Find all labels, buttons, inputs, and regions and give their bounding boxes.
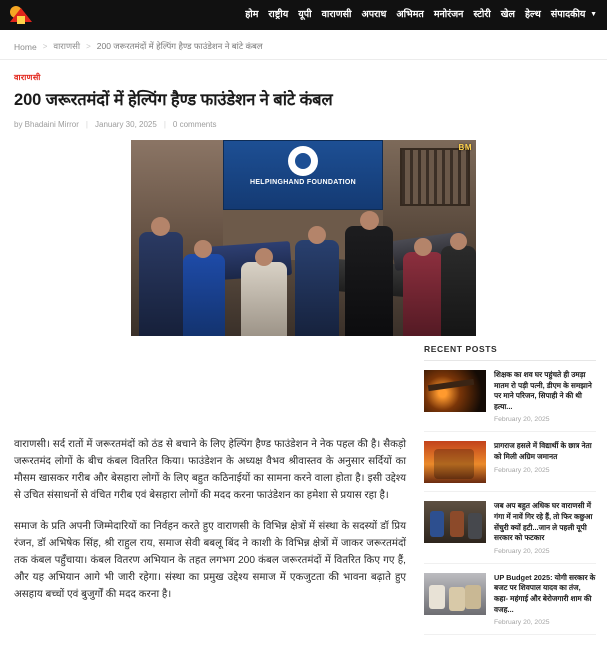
site-logo[interactable] xyxy=(6,3,36,27)
article-date: January 30, 2025 xyxy=(95,120,157,129)
hero-window-grill xyxy=(400,148,470,206)
nav-label-5: अभिमत xyxy=(396,9,424,20)
nav-label-10: संपादकीय xyxy=(550,8,586,20)
nav-label-7: स्टोरी xyxy=(473,9,491,20)
recent-post-thumbnail-1 xyxy=(424,441,486,483)
recent-post-headline-2[interactable]: जब अप बहुत अधिक घर वाराणसी में गंगा में नावें गिर रहे हैं, तो फिर कछुआ सेंचुरी क्यों हटी...जान ले पहली यूपी सरकार को फटकार xyxy=(494,501,593,543)
hero-person-7 xyxy=(441,246,476,336)
meta-divider-1: | xyxy=(163,120,166,129)
hero-person-6 xyxy=(403,252,443,336)
hero-person-2-head xyxy=(194,240,212,258)
nav-item-1[interactable] xyxy=(268,0,288,30)
article-meta xyxy=(14,120,593,129)
nav-item-2[interactable] xyxy=(298,0,311,30)
breadcrumb-separator-0: > xyxy=(42,42,48,51)
nav-label-6: मनोरंजन xyxy=(433,9,464,20)
hero-person-6-head xyxy=(414,238,432,256)
hero-person-3 xyxy=(241,262,287,336)
page-title: 200 जरूरतमंदों में हेल्पिंग हैण्ड फाउंडेशन ने बांटे कंबल xyxy=(14,91,333,109)
breadcrumb-separator-1: > xyxy=(86,42,91,51)
nav-item-3[interactable] xyxy=(322,0,352,30)
nav-item-6[interactable] xyxy=(434,0,464,30)
hero-person-1-head xyxy=(151,217,170,236)
nav-item-7[interactable] xyxy=(473,0,490,30)
nav-item-5[interactable] xyxy=(396,0,424,30)
hero-person-7-head xyxy=(450,233,467,250)
recent-post-headline-1[interactable]: प्रागराज हसले में विद्यार्थी के छात्र नेता को मिली अग्रिम जमानत xyxy=(494,441,592,461)
nav-item-4[interactable] xyxy=(361,0,386,30)
recent-post-date-3: February 20, 2025 xyxy=(494,619,550,627)
nav-label-9: हेल्थ xyxy=(524,9,541,20)
article-hero-image xyxy=(131,140,476,336)
hero-person-2 xyxy=(183,254,225,336)
recent-post-thumbnail-2 xyxy=(424,501,486,543)
hero-banner-text: HELPINGHAND FOUNDATION xyxy=(249,179,357,186)
recent-post-item-3[interactable] xyxy=(424,564,596,635)
nav-item-10[interactable] xyxy=(551,0,597,31)
hero-person-5-head xyxy=(360,211,379,230)
main-nav[interactable] xyxy=(36,0,599,31)
hero-banner-logo xyxy=(288,146,318,176)
meta-divider-0: | xyxy=(85,120,88,129)
nav-item-8[interactable] xyxy=(501,0,515,30)
nav-label-3: वाराणसी xyxy=(321,9,352,20)
hero-person-4 xyxy=(295,240,339,336)
recent-posts-heading: RECENT POSTS xyxy=(424,344,596,361)
hero-person-1 xyxy=(139,232,183,336)
breadcrumb-item-category[interactable]: वाराणसी xyxy=(53,41,81,51)
chevron-down-icon: ▼ xyxy=(590,10,597,18)
hero-person-3-head xyxy=(255,248,273,266)
article-body xyxy=(14,436,406,617)
article-category[interactable]: वाराणसी xyxy=(14,73,41,82)
hero-watermark: BM xyxy=(458,143,472,152)
recent-posts-widget xyxy=(424,344,596,635)
recent-post-item-2[interactable] xyxy=(424,492,596,563)
nav-label-4: अपराध xyxy=(361,9,387,20)
article-paragraph-1: समाज के प्रति अपनी जिम्मेदारियों का निर्वहन करते हुए वाराणसी के विभिन्न क्षेत्रों में संस्था के सदस्यों डॉ प्रिय रंजन, डॉ अभिषेक सिंह, श्री राहुल राय, समाज सेवी बबलू बिंद ने काशी के विभिन्न क्षेत्रों में जाकर जरूरतमंदों तक कंबल पहुँचाया। कंबल वितरण अभियान के तहत लगभग 200 कंबल जरूरतमंदों में वितरित किए गए हैं, और यह अभियान आगे भी जारी रहेगा। संस्था का प्रमुख उद्देश्य समाज में एकजुटता की भावना बढ़ाते हुए असहाय बच्चों एवं बुजुर्गों की मदद करना है। xyxy=(14,521,406,600)
recent-post-date-0: February 20, 2025 xyxy=(494,416,550,424)
recent-post-date-2: February 20, 2025 xyxy=(494,547,550,555)
article-byline[interactable]: by Bhadaini Mirror xyxy=(14,120,79,129)
hero-person-5 xyxy=(345,226,393,336)
article-header xyxy=(0,72,607,129)
breadcrumb-item-current: 200 जरूरतमंदों में हेल्पिंग हैण्ड फाउंडेशन ने बांटे कंबल xyxy=(96,41,263,51)
recent-post-item-0[interactable] xyxy=(424,361,596,432)
nav-label-1: राष्ट्रीय xyxy=(268,9,289,20)
site-header xyxy=(0,0,607,30)
recent-post-headline-0[interactable]: शिक्षक का शव घर पहुंचते ही उमड़ा मातम रो पड़ी पत्नी, डीएम के समझाने पर माने परिजन, सिपाही ने की थी हत्या... xyxy=(494,370,592,411)
nav-label-2: यूपी xyxy=(298,9,312,20)
nav-item-9[interactable] xyxy=(525,0,541,30)
nav-label-0: होम xyxy=(245,9,259,20)
recent-post-headline-3[interactable]: UP Budget 2025: योगी सरकार के बजट पर शिवपाल यादव का तंज, कहा- महंगाई और बेरोजगारी शाम की वजह... xyxy=(494,572,596,614)
article-paragraph-0: वाराणसी। सर्द रातों में जरूरतमंदों को ठंड से बचाने के लिए हेल्पिंग हैण्ड फाउंडेशन ने नेक पहल की है। सैकड़ो जरूरतमंद लोगों के बीच कंबल वितरित किया। फाउंडेशन के अध्यक्ष वैभव श्रीवास्तव के अनुसार सर्दियों का मौसम खासकर गरीब और बेसहारा लोगों के लिए बहुत कठिनाईयों का सामना करने वाला होता है। इसी उद्देश्य से उचित संसाधनों से वंचित गरीब एवं बेसहारा लोगों की मदद करना फाउंडेशन का हमेशा से प्रयास रहा है। xyxy=(14,439,406,501)
recent-post-date-1: February 20, 2025 xyxy=(494,466,550,474)
nav-label-8: खेल xyxy=(500,9,515,20)
recent-post-thumbnail-0 xyxy=(424,370,486,412)
hero-person-4-head xyxy=(308,226,326,244)
hero-banner xyxy=(223,140,383,210)
recent-post-thumbnail-3 xyxy=(424,573,486,615)
breadcrumb-item-home[interactable]: Home xyxy=(14,41,37,52)
breadcrumb xyxy=(0,34,607,60)
article-comments[interactable]: 0 comments xyxy=(172,120,217,129)
recent-post-item-1[interactable] xyxy=(424,432,596,492)
nav-item-0[interactable] xyxy=(245,0,258,30)
